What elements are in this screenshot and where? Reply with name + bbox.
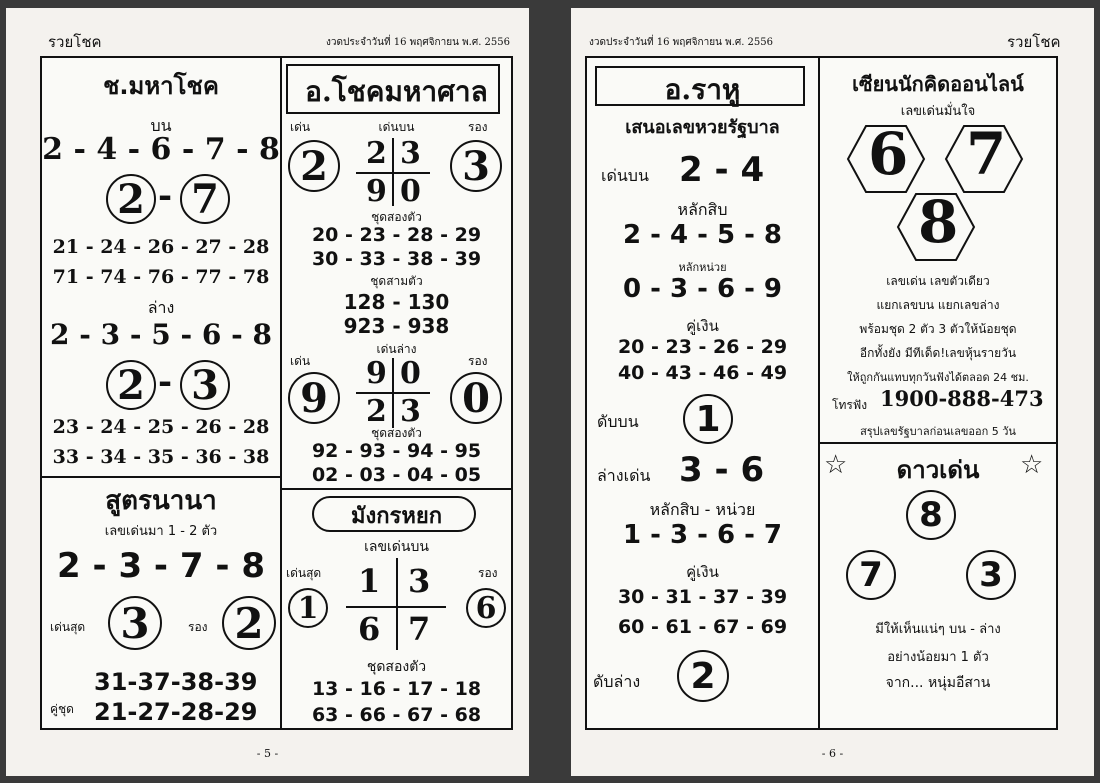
pairs-row-1: 31-37-38-39 — [94, 668, 258, 696]
chok-bot-main: 9 — [288, 372, 340, 424]
label-sub: รอง — [468, 354, 488, 368]
sian-line-5: ให้ถูกกันแทบทุกวันฟังได้ตลอด 24 ชม. — [847, 371, 1029, 384]
label-dab-top: ดับบน — [597, 412, 639, 431]
mangkorn-title: มังกรหยก — [350, 504, 443, 529]
rahu-units: 0 - 3 - 6 - 9 — [622, 274, 783, 304]
label-main: เด่นสุด — [50, 620, 86, 634]
dao-line-2: อย่างน้อยมา 1 ตัว — [887, 650, 989, 665]
mangkorn-main: 1 — [288, 588, 328, 628]
page-5-frame — [40, 56, 513, 730]
sutnana-sub: 2 — [222, 596, 276, 650]
bottom-dash: - — [158, 362, 173, 402]
sian-line-2: แยกเลขบน แยกเลขล่าง — [876, 298, 1000, 312]
phone-label: โทรฟัง — [832, 398, 868, 412]
label-sub: รอง — [478, 566, 498, 580]
page-6 — [571, 8, 1094, 776]
sian-subtitle: เลขเด่นมั่นใจ — [900, 104, 976, 119]
chok-bot-row-1: 92 - 93 - 94 - 95 — [311, 440, 482, 462]
top-row-2: 71 - 74 - 76 - 77 - 78 — [52, 266, 270, 288]
magazine-title: รวยโชค — [1007, 33, 1061, 51]
grid-cell: 3 — [408, 562, 431, 600]
sutnana-subtitle: เลขเด่นมา 1 - 2 ตัว — [104, 524, 218, 539]
divider — [282, 488, 511, 490]
label-pairs: คู่ชุด — [50, 702, 74, 716]
label-sub: รอง — [188, 620, 208, 634]
grid-line — [392, 358, 394, 428]
grid-cell: 2 — [366, 394, 387, 429]
sutnana-main: 3 — [108, 596, 162, 650]
grid-cell: 3 — [400, 136, 421, 171]
sian-title: เซียนนักคิดออนไลน์ — [852, 72, 1024, 96]
page-5 — [6, 8, 529, 776]
label-bottom: ล่าง — [147, 298, 175, 317]
rahu-column — [587, 58, 818, 728]
label-two: ชุดสองตัว — [371, 426, 422, 440]
chok-top-sub: 3 — [450, 140, 502, 192]
dao-circle-right: 3 — [966, 550, 1016, 600]
label-pairs: คู่เงิน — [686, 563, 719, 581]
mahachok-title: ช.มหาโชค — [103, 72, 219, 100]
label-main: เด่น — [290, 120, 311, 134]
label-tens: หลักสิบ — [677, 200, 728, 219]
chok-top-row-2: 30 - 33 - 38 - 39 — [311, 248, 482, 270]
rahu-low: 3 - 6 — [679, 450, 765, 490]
rahu-pairs-2: 40 - 43 - 46 - 49 — [617, 362, 788, 384]
bottom-row-1: 23 - 24 - 25 - 26 - 28 — [52, 416, 270, 438]
label-dab-low: ดับล่าง — [593, 672, 641, 691]
label-two: ชุดสองตัว — [366, 659, 427, 675]
sian-line-6: สรุปเลขรัฐบาลก่อนเลขออก 5 วัน — [860, 425, 1016, 438]
grid-line — [392, 138, 394, 206]
label-top: เด่นบน — [601, 166, 649, 185]
star-icon: ☆ — [1020, 450, 1044, 480]
chok-top-row-1: 20 - 23 - 28 - 29 — [311, 224, 482, 246]
mangkorn-subtitle: เลขเด่นบน — [364, 539, 429, 555]
label-low: ล่างเด่น — [597, 466, 651, 485]
label-center: เด่นล่าง — [376, 342, 417, 356]
star-icon: ☆ — [824, 450, 848, 480]
draw-date: งวดประจำวันที่ 16 พฤศจิกายน พ.ศ. 2556 — [589, 37, 774, 48]
top-digits: 2 - 4 - 6 - 7 - 8 — [42, 132, 280, 167]
phone-number: 1900-888-473 — [880, 386, 1044, 411]
grid-cell: 2 — [366, 136, 387, 171]
dao-circle-left: 7 — [846, 550, 896, 600]
chok-column — [282, 58, 511, 728]
pairs-row-2: 21-27-28-29 — [94, 698, 258, 726]
dao-circle-top: 8 — [906, 490, 956, 540]
dao-line-3: จาก... หนุ่มอีสาน — [885, 675, 991, 691]
hex-number-a: 6 — [868, 120, 909, 188]
grid-cell: 9 — [366, 356, 387, 391]
grid-line — [396, 558, 398, 650]
chok-top-main: 2 — [288, 140, 340, 192]
label-main: เด่น — [290, 354, 311, 368]
bottom-digits: 2 - 3 - 5 - 6 - 8 — [50, 318, 272, 351]
dao-title: ดาวเด่น — [896, 456, 980, 484]
label-pairs: คู่เงิน — [686, 317, 719, 335]
top-circle-a: 2 — [106, 174, 156, 224]
rahu-subtitle: เสนอเลขหวยรัฐบาล — [625, 117, 780, 138]
divider — [820, 442, 1056, 444]
chok-bot-sub: 0 — [450, 372, 502, 424]
mahachok-column — [42, 58, 280, 728]
grid-cell: 3 — [400, 394, 421, 429]
label-top: บน — [150, 116, 172, 135]
sutnana-digits: 2 - 3 - 7 - 8 — [57, 546, 265, 586]
grid-cell: 0 — [400, 356, 421, 391]
hex-number-b: 7 — [966, 120, 1007, 188]
bottom-row-2: 33 - 34 - 35 - 36 - 38 — [52, 446, 270, 468]
rahu-dab-top: 1 — [683, 394, 733, 444]
divider — [42, 476, 280, 478]
hex-number-c: 8 — [918, 188, 959, 256]
chok-bot-row-2: 02 - 03 - 04 - 05 — [311, 464, 482, 486]
rahu-tens: 2 - 4 - 5 - 8 — [622, 220, 783, 250]
rahu-pairs-1: 20 - 23 - 26 - 29 — [617, 336, 788, 358]
page-6-frame — [585, 56, 1058, 730]
rahu-pairs-3: 30 - 31 - 37 - 39 — [617, 586, 788, 608]
bottom-circle-b: 3 — [180, 360, 230, 410]
three-row-1: 128 - 130 — [343, 290, 450, 314]
mangkorn-row-2: 63 - 66 - 67 - 68 — [311, 704, 482, 726]
chok-title: อ.โชคมหาศาล — [305, 75, 488, 108]
page-number: - 5 - — [256, 747, 279, 760]
rahu-dab-low: 2 — [677, 650, 729, 702]
grid-cell: 1 — [358, 562, 381, 600]
sian-line-3: พร้อมชุด 2 ตัว 3 ตัวให้น้อยชุด — [859, 322, 1017, 336]
label-two: ชุดสองตัว — [371, 210, 422, 224]
rahu-title: อ.ราหู — [664, 73, 741, 106]
mangkorn-row-1: 13 - 16 - 17 - 18 — [311, 678, 482, 700]
label-main: เด่นสุด — [286, 566, 322, 580]
label-units: หลักหน่วย — [678, 261, 727, 274]
label-tens-units: หลักสิบ - หน่วย — [649, 500, 756, 519]
label-three: ชุดสามตัว — [370, 274, 423, 288]
draw-date: งวดประจำวันที่ 16 พฤศจิกายน พ.ศ. 2556 — [326, 37, 511, 48]
grid-cell: 9 — [366, 174, 387, 209]
sutnana-title: สูตรนานา — [105, 486, 217, 516]
grid-cell: 0 — [400, 174, 421, 209]
grid-cell: 6 — [358, 610, 381, 648]
top-dash: - — [158, 176, 173, 216]
dao-line-1: มีให้เห็นแน่ๆ บน - ล่าง — [875, 622, 1001, 637]
top-circle-b: 7 — [180, 174, 230, 224]
label-center: เด่นบน — [378, 120, 415, 134]
magazine-title: รวยโชค — [48, 33, 102, 51]
mangkorn-sub: 6 — [466, 588, 506, 628]
sian-column — [820, 58, 1056, 728]
label-sub: รอง — [468, 120, 488, 134]
bottom-circle-a: 2 — [106, 360, 156, 410]
three-row-2: 923 - 938 — [343, 314, 450, 338]
sian-line-1: เลขเด่น เลขตัวเดียว — [886, 274, 990, 288]
top-row-1: 21 - 24 - 26 - 27 - 28 — [52, 236, 270, 258]
rahu-tens-units: 1 - 3 - 6 - 7 — [622, 520, 783, 550]
rahu-pairs-4: 60 - 61 - 67 - 69 — [617, 616, 788, 638]
page-number: - 6 - — [821, 747, 844, 760]
rahu-top: 2 - 4 — [679, 150, 765, 190]
grid-cell: 7 — [408, 610, 431, 648]
sian-line-4: อีกทั้งยัง มีทีเด็ด!เลขหุ้นรายวัน — [859, 346, 1017, 360]
